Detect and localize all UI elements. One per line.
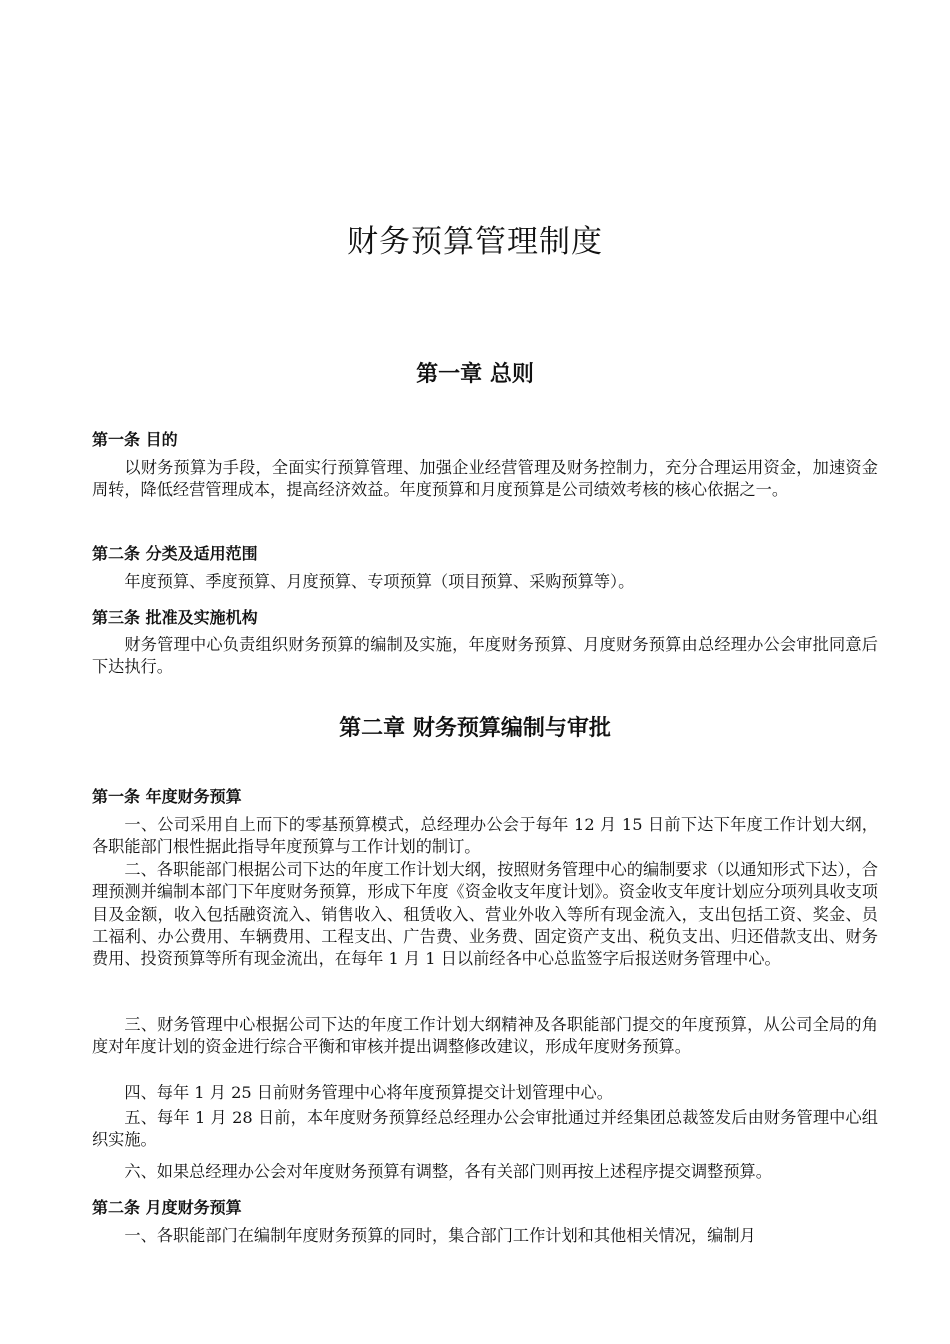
chapter-1-article-1-text: 以财务预算为手段，全面实行预算管理、加强企业经营管理及财务控制力，充分合理运用资金，加速资金周转，降低经营管理成本，提高经济效益。年度预算和月度预算是公司绩效考核的核心依据之一。: [92, 458, 878, 500]
chapter-2-article-1-item-5: 五、每年 1 月 28 日前，本年度财务预算经总经理办公会审批通过并经集团总裁签发后由财务管理中心组织实施。: [92, 1108, 878, 1150]
chapter-2-heading: 第二章 财务预算编制与审批: [339, 716, 611, 741]
chapter-2-article-1-item-2: 二、各职能部门根据公司下达的年度工作计划大纲，按照财务管理中心的编制要求（以通知形式下达），合理预测并编制本部门下年度财务预算，形成下年度《资金收支年度计划》。资金收支年度计划应分项列具收支项目及金额，收入包括融资流入、销售收入、租赁收入、营业外收入等所有现金流入，支出包括工资、奖金、员工福利、办公费用、车辆费用、工程支出、广告费、业务费、固定资产支出、税负支出、归还借款支出、财务费用、投资预算等所有现金流出，在每年 1 月 1 日以前经各中心总监签字后报送财务管理中心。: [92, 860, 878, 969]
chapter-1-article-3-heading: 第三条 批准及实施机构: [92, 608, 258, 627]
chapter-2-article-1-item-4: 四、每年 1 月 25 日前财务管理中心将年度预算提交计划管理中心。: [124, 1083, 613, 1102]
chapter-1-article-1-heading: 第一条 目的: [92, 430, 178, 449]
chapter-2-article-1-item-3: 三、财务管理中心根据公司下达的年度工作计划大纲精神及各职能部门提交的年度预算，从公司全局的角度对年度计划的资金进行综合平衡和审核并提出调整修改建议，形成年度财务预算。: [92, 1015, 878, 1057]
chapter-1-article-2-heading: 第二条 分类及适用范围: [92, 544, 258, 563]
chapter-2-article-1-item-1: 一、公司采用自上而下的零基预算模式，总经理办公会于每年 12 月 15 日前下达下年度工作计划大纲，各职能部门根性据此指导年度预算与工作计划的制订。: [92, 815, 878, 857]
chapter-2-article-2-heading: 第二条 月度财务预算: [92, 1198, 242, 1217]
document-title: 财务预算管理制度: [347, 224, 603, 260]
chapter-1-article-2-text: 年度预算、季度预算、月度预算、专项预算（项目预算、采购预算等）。: [124, 572, 635, 591]
chapter-2-article-1-heading: 第一条 年度财务预算: [92, 787, 242, 806]
chapter-2-article-2-item-1: 一、各职能部门在编制年度财务预算的同时，集合部门工作计划和其他相关情况，编制月: [124, 1226, 756, 1245]
chapter-2-article-1-item-6: 六、如果总经理办公会对年度财务预算有调整，各有关部门则再按上述程序提交调整预算。: [124, 1162, 772, 1181]
chapter-1-heading: 第一章 总则: [416, 362, 534, 387]
chapter-1-article-3-text: 财务管理中心负责组织财务预算的编制及实施，年度财务预算、月度财务预算由总经理办公会审批同意后下达执行。: [92, 635, 878, 677]
